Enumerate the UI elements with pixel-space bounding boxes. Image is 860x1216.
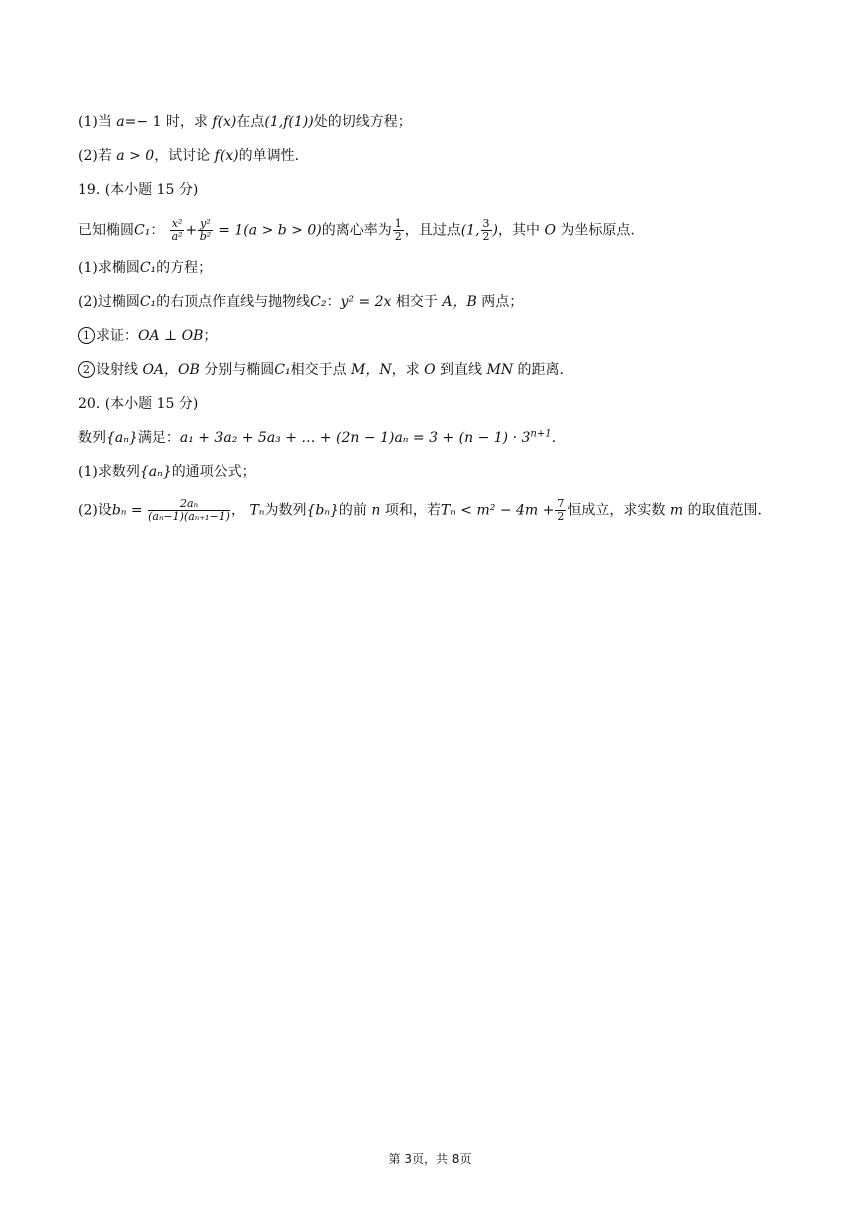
eccentricity-fraction: $\frac{1}{2}$ xyxy=(394,217,402,243)
q18-part2: (2)若 a > 0，试讨论 f(x)的单调性. xyxy=(78,148,300,164)
q19-part2: (2)过椭圆C₁的右顶点作直线与抛物线C₂：y² = 2x 相交于 A，B 两点； xyxy=(78,294,524,310)
q19-sub1: 1 求证：OA ⊥ OB； xyxy=(78,326,217,346)
q19-part1: (1)求椭圆C₁的方程； xyxy=(78,260,213,276)
q18-part1: (1)当 a=− 1 时，求 f(x)在点(1,f(1))处的切线方程； xyxy=(78,114,412,130)
ellipse-x-term: $\frac{\text{x²}}{\text{a²}}$ xyxy=(171,217,183,243)
point-y-fraction: $\frac{3}{2}$ xyxy=(482,217,490,243)
seven-halves-fraction: $\frac{7}{2}$ xyxy=(557,497,565,523)
page-footer: 第 3页，共 8页 xyxy=(388,1152,472,1166)
circled-number-2: 2 xyxy=(78,361,95,378)
q20-part1: (1)求数列{aₙ}的通项公式； xyxy=(78,464,256,480)
q19-sub2: 2 设射线 OA，OB 分别与椭圆C₁相交于点 M，N，求 O 到直线 MN 的距离. xyxy=(78,360,564,380)
q20-header: 20. (本小题 15 分) xyxy=(78,396,199,412)
q19-header: 19. (本小题 15 分) xyxy=(78,182,199,198)
q20-stem: 数列{aₙ}满足：a₁ + 3a₂ + 5a₃ + … + $(2n - 1)a_n = 3 + (n - 1) \cdot 3^{n+1}$. xyxy=(78,428,557,446)
circled-number-1: 1 xyxy=(78,327,95,344)
ellipse-y-term: $\frac{\text{y²}}{\text{b²}}$ xyxy=(199,217,212,243)
q19-stem: 已知椭圆C₁： $\frac{\text{x²}}{\text{a²}}$ + $\frac{\text{y²}}{\text{b²}}$ = 1(a > b > 0)的离心率为 $\frac{1}{2}$ ，且过点(1, $\frac{3}{2}$ )，其中 O 为坐标原点. xyxy=(78,217,635,243)
q20-part2: (2)设bₙ = $\frac{\text{2aₙ}}{\text{(aₙ−1)(aₙ₊₁−1)}}$ ， Tₙ为数列{bₙ}的前 n 项和，若Tₙ < m² − 4m + $\frac{7}{2}$ 恒成立，求实数 m 的取值范围. xyxy=(78,497,763,523)
bn-fraction: $\frac{\text{2aₙ}}{\text{(aₙ−1)(aₙ₊₁−1)}}$ xyxy=(148,497,230,523)
